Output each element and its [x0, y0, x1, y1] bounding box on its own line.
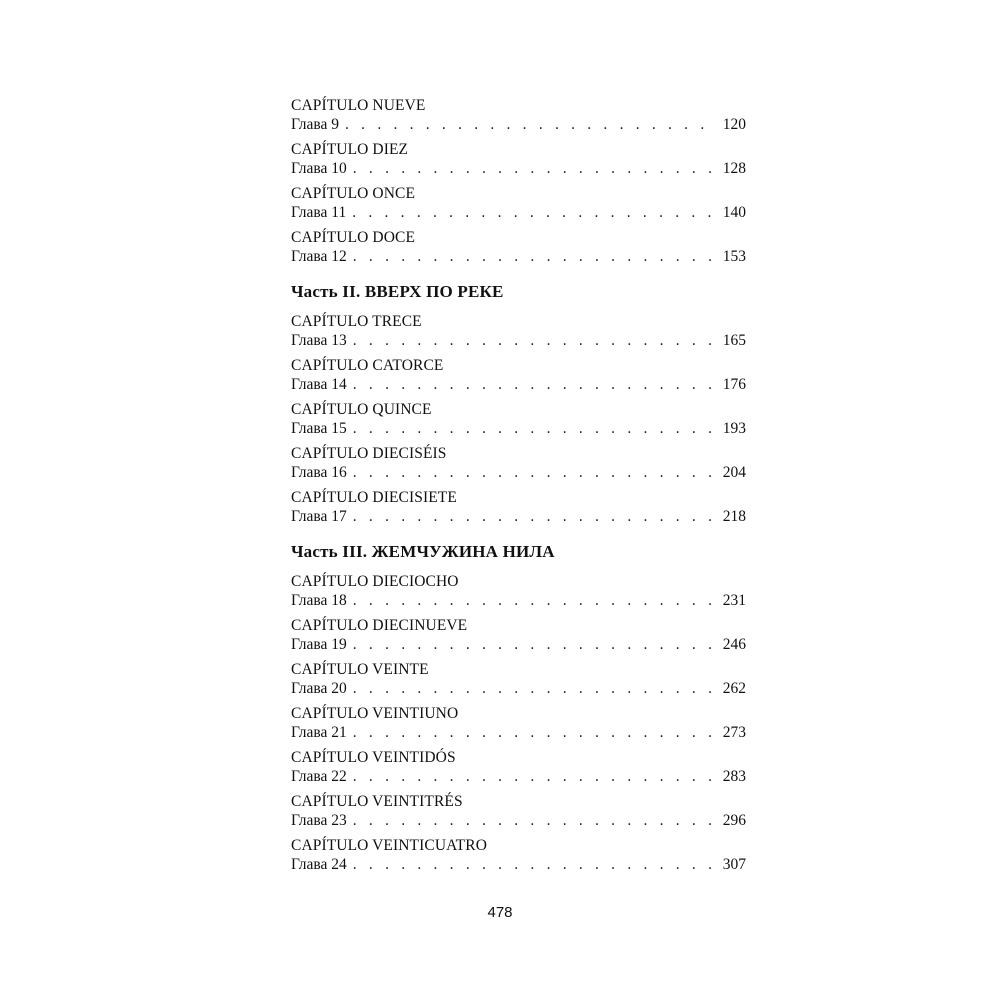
- toc-line: [291, 507, 746, 526]
- page-ref: 246: [722, 636, 746, 653]
- chapter-label: Глава 18: [291, 592, 347, 609]
- capitulo-title: CAPÍTULO QUINCE: [291, 401, 432, 418]
- toc-entry: [291, 184, 746, 222]
- capitulo-title: CAPÍTULO DIECINUEVE: [291, 617, 468, 634]
- toc-entry: [291, 356, 746, 394]
- capitulo-title: CAPÍTULO NUEVE: [291, 97, 426, 114]
- toc-line: [291, 679, 746, 698]
- chapter-label: Глава 9: [291, 116, 340, 133]
- toc-line: [291, 331, 746, 350]
- toc-line: [291, 723, 746, 742]
- chapter-label: Глава 11: [291, 204, 347, 221]
- page-ref: 231: [722, 592, 746, 609]
- toc-line: [291, 203, 746, 222]
- dot-leader: [353, 463, 717, 482]
- dot-leader: [353, 247, 717, 266]
- toc-line: [291, 159, 746, 178]
- capitulo-title: CAPÍTULO VEINTIUNO: [291, 705, 459, 722]
- toc-line: [291, 375, 746, 394]
- chapter-label: Глава 13: [291, 332, 347, 349]
- dot-leader: [353, 375, 717, 394]
- chapter-label: Глава 20: [291, 680, 347, 697]
- part-title: Часть II. ВВЕРХ ПО РЕКЕ: [291, 282, 504, 301]
- toc-entry: [291, 400, 746, 438]
- page-ref: 262: [722, 680, 746, 697]
- table-of-contents: [291, 96, 746, 890]
- toc-line: [291, 463, 746, 482]
- chapter-label: Глава 16: [291, 464, 347, 481]
- toc-section-part-2: [291, 282, 746, 526]
- capitulo-title: CAPÍTULO CATORCE: [291, 357, 444, 374]
- page-ref: 120: [722, 116, 746, 133]
- chapter-label: Глава 17: [291, 508, 347, 525]
- toc-section-part-3: [291, 542, 746, 874]
- capitulo-title: CAPÍTULO DIEZ: [291, 141, 409, 158]
- chapter-label: Глава 23: [291, 812, 347, 829]
- toc-entry: [291, 444, 746, 482]
- page-ref: 204: [722, 464, 746, 481]
- dot-leader: [353, 723, 717, 742]
- toc-entry: [291, 228, 746, 266]
- toc-section-continuation: [291, 96, 746, 266]
- toc-entry: [291, 312, 746, 350]
- page-ref: 218: [722, 508, 746, 525]
- toc-line: [291, 855, 746, 874]
- page-ref: 153: [722, 248, 746, 265]
- capitulo-title: CAPÍTULO DOCE: [291, 229, 416, 246]
- toc-entry: [291, 836, 746, 874]
- chapter-label: Глава 24: [291, 856, 347, 873]
- dot-leader: [353, 679, 717, 698]
- capitulo-title: CAPÍTULO DIECISIETE: [291, 489, 457, 506]
- dot-leader: [353, 811, 717, 830]
- chapter-label: Глава 21: [291, 724, 347, 741]
- dot-leader: [353, 159, 717, 178]
- toc-entry: [291, 140, 746, 178]
- toc-entry: [291, 572, 746, 610]
- toc-line: [291, 115, 746, 134]
- toc-entry: [291, 748, 746, 786]
- chapter-label: Глава 12: [291, 248, 347, 265]
- capitulo-title: CAPÍTULO DIECISÉIS: [291, 445, 447, 462]
- dot-leader: [353, 635, 717, 654]
- capitulo-title: CAPÍTULO TRECE: [291, 313, 422, 330]
- page-ref: 128: [722, 160, 746, 177]
- chapter-label: Глава 19: [291, 636, 347, 653]
- toc-line: [291, 247, 746, 266]
- toc-entry: [291, 488, 746, 526]
- page-ref: 176: [722, 376, 746, 393]
- chapter-label: Глава 15: [291, 420, 347, 437]
- dot-leader: [353, 507, 717, 526]
- page-number: 478: [487, 904, 513, 921]
- capitulo-title: CAPÍTULO VEINTICUATRO: [291, 837, 487, 854]
- toc-line: [291, 419, 746, 438]
- toc-entry: [291, 616, 746, 654]
- toc-line: [291, 591, 746, 610]
- capitulo-title: CAPÍTULO DIECIOCHO: [291, 573, 459, 590]
- capitulo-title: CAPÍTULO VEINTIDÓS: [291, 749, 456, 766]
- chapter-label: Глава 22: [291, 768, 347, 785]
- capitulo-title: CAPÍTULO VEINTITRÉS: [291, 793, 463, 810]
- part-title: Часть III. ЖЕМЧУЖИНА НИЛА: [291, 542, 555, 561]
- chapter-label: Глава 10: [291, 160, 347, 177]
- dot-leader: [353, 591, 717, 610]
- dot-leader: [353, 767, 717, 786]
- dot-leader: [353, 855, 717, 874]
- dot-leader: [353, 419, 717, 438]
- page-ref: 307: [722, 856, 746, 873]
- toc-line: [291, 635, 746, 654]
- dot-leader: [353, 331, 717, 350]
- chapter-label: Глава 14: [291, 376, 347, 393]
- page-ref: 193: [722, 420, 746, 437]
- page-ref: 140: [722, 204, 746, 221]
- toc-line: [291, 811, 746, 830]
- page-ref: 296: [722, 812, 746, 829]
- toc-entry: [291, 660, 746, 698]
- page-ref: 273: [722, 724, 746, 741]
- toc-entry: [291, 704, 746, 742]
- capitulo-title: CAPÍTULO ONCE: [291, 185, 416, 202]
- toc-line: [291, 767, 746, 786]
- page-ref: 283: [722, 768, 746, 785]
- dot-leader: [345, 115, 717, 134]
- toc-entry: [291, 96, 746, 134]
- page-ref: 165: [722, 332, 746, 349]
- capitulo-title: CAPÍTULO VEINTE: [291, 661, 429, 678]
- toc-entry: [291, 792, 746, 830]
- dot-leader: [352, 203, 717, 222]
